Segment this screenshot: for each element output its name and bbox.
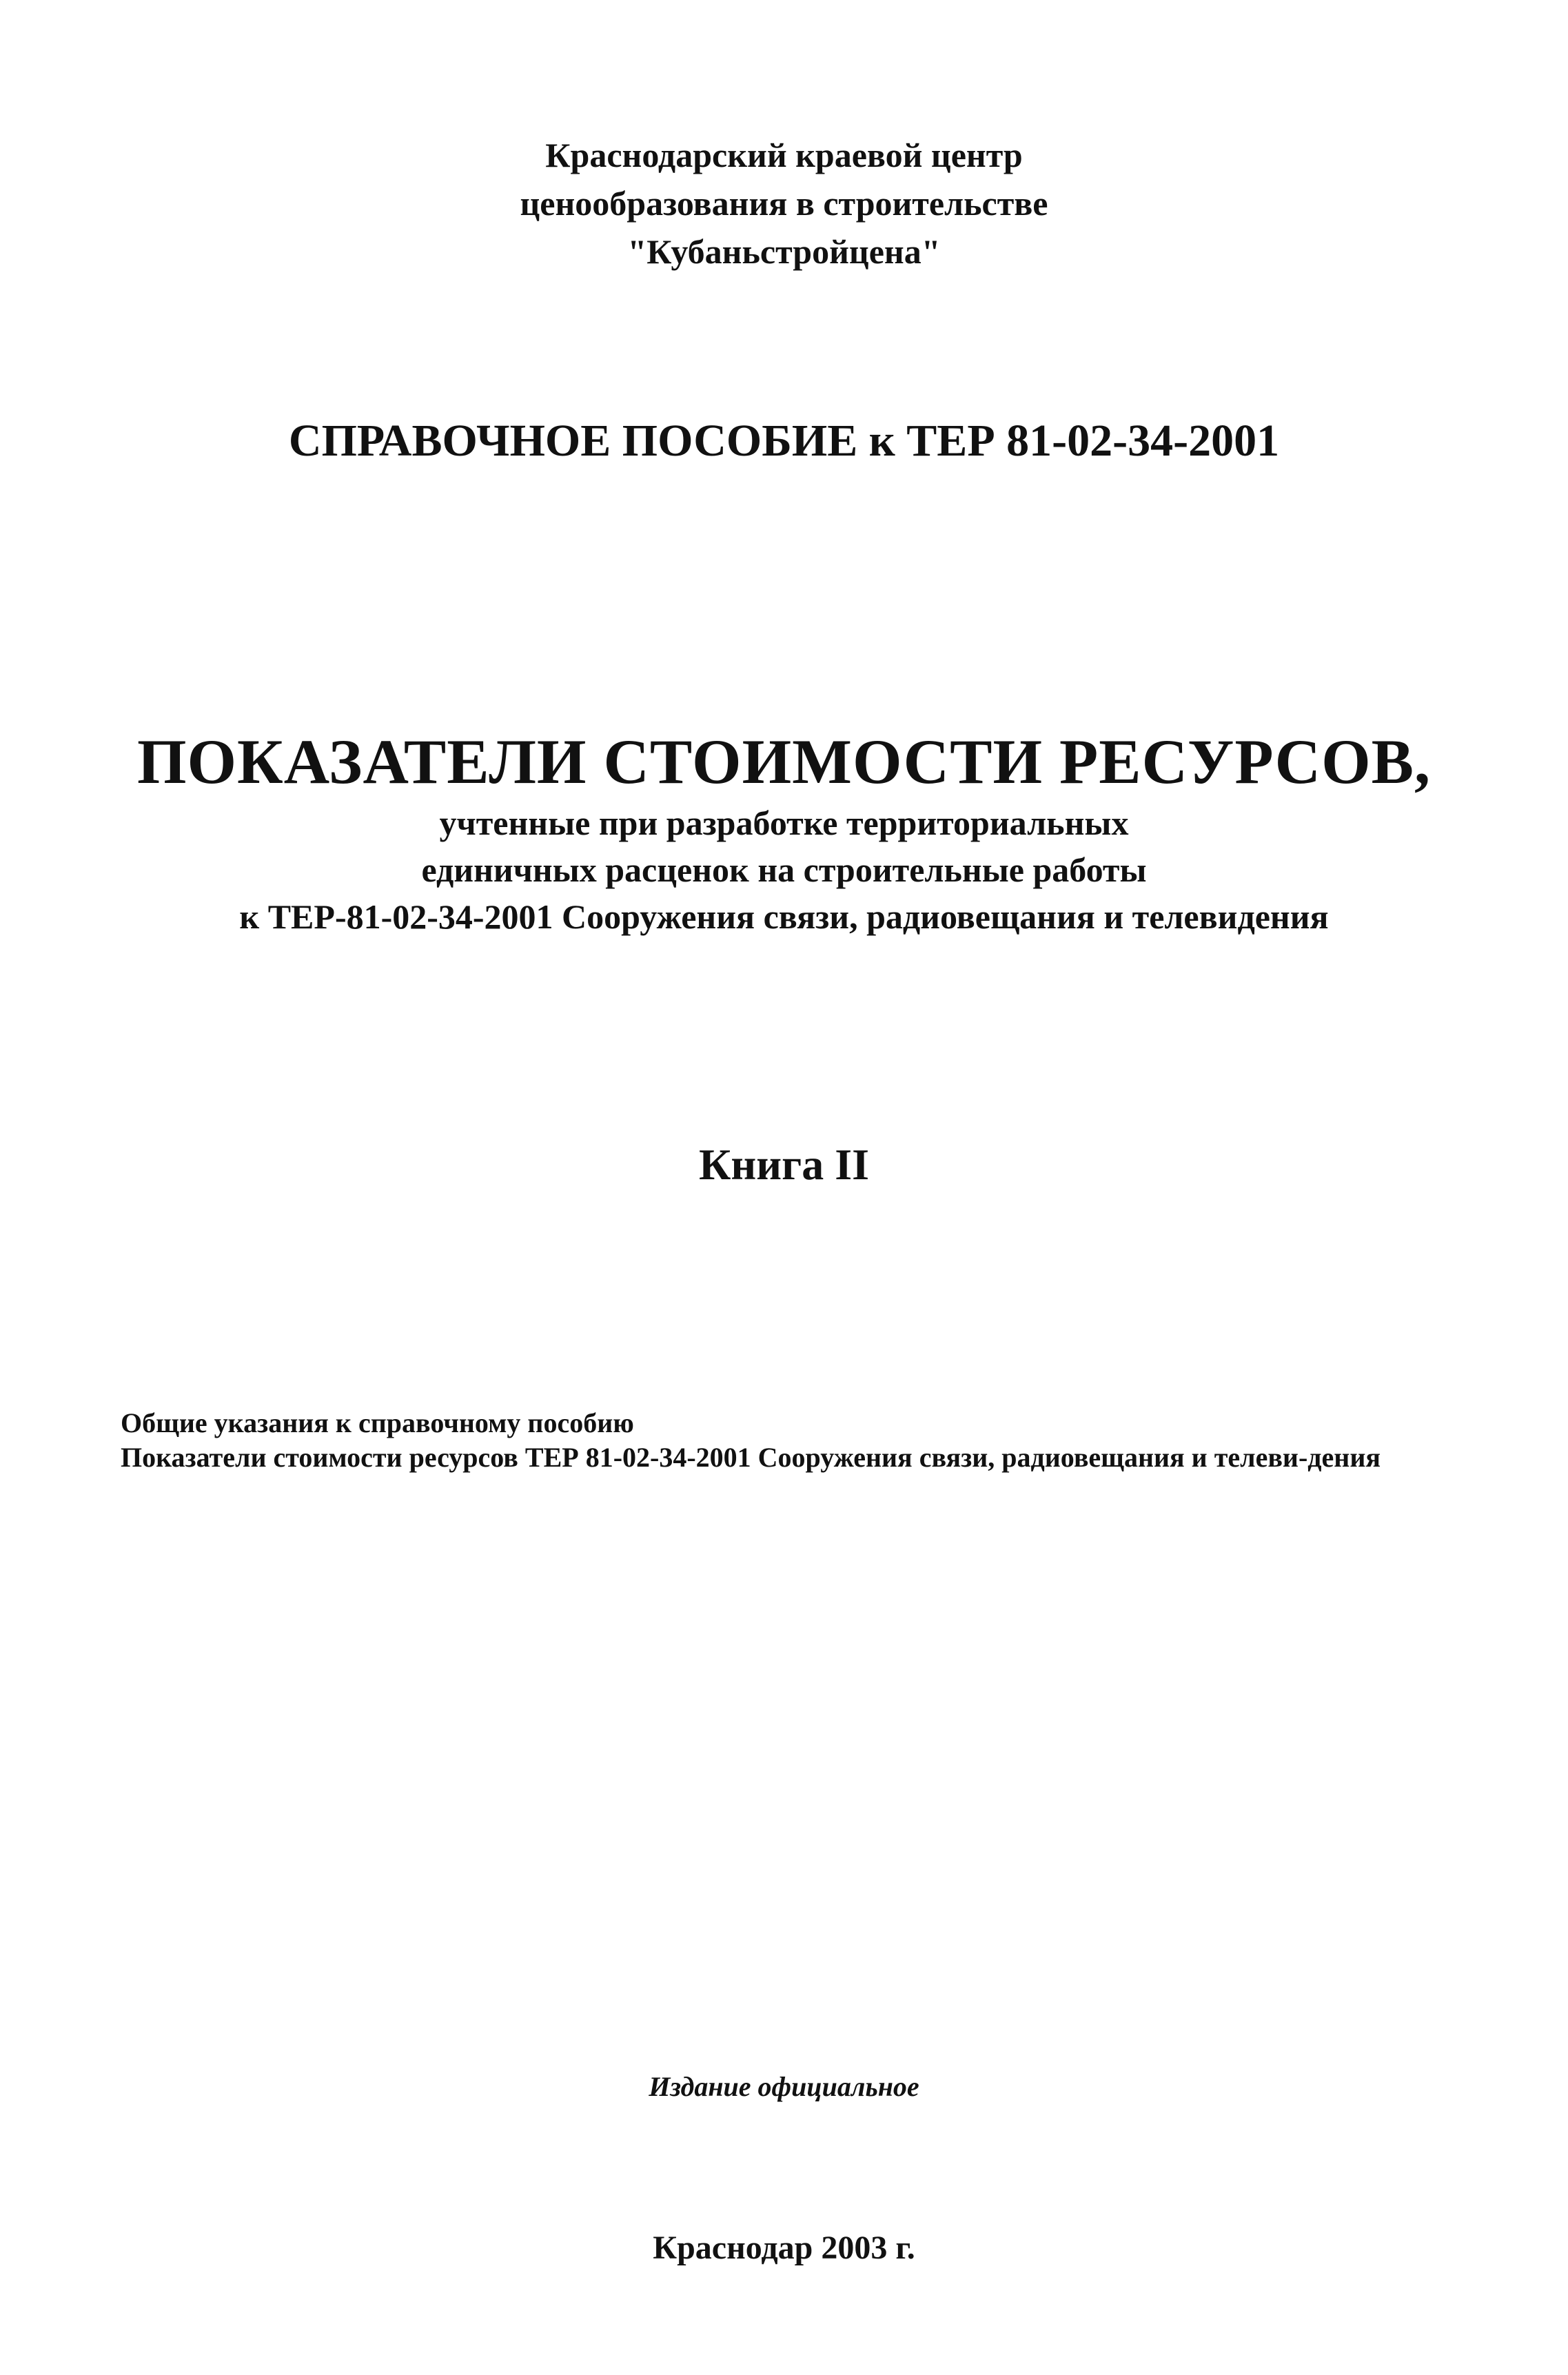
organization-line-2: ценообразования в строительстве — [520, 184, 1048, 223]
organization-line-3: "Кубаньстройцена" — [627, 232, 941, 271]
contents-item-resource-indicators: Показатели стоимости ресурсов ТЕР 81-02-34-2001 Сооружения связи, радиовещания и телеви-дения — [121, 1442, 1381, 1473]
main-title: ПОКАЗАТЕЛИ СТОИМОСТИ РЕСУРСОВ, — [136, 726, 1432, 797]
organization-line-1: Краснодарский краевой центр — [545, 136, 1023, 174]
reference-title: СПРАВОЧНОЕ ПОСОБИЕ к ТЕР 81-02-34-2001 — [288, 416, 1280, 466]
subtitle-line-2: единичных расценок на строительные работы — [421, 850, 1147, 889]
book-number: Книга II — [698, 1140, 870, 1189]
contents-item-general-instructions: Общие указания к справочному пособию — [121, 1407, 634, 1438]
organization-header — [0, 131, 1568, 276]
place-year: Краснодар 2003 г. — [653, 2230, 915, 2266]
contents-list — [90, 1406, 1461, 1475]
subtitle — [0, 799, 1568, 940]
subtitle-line-3: к ТЕР-81-02-34-2001 Сооружения связи, радиовещания и телевидения — [239, 897, 1329, 936]
subtitle-line-1: учтенные при разработке территориальных — [439, 804, 1129, 842]
edition-label: Издание официальное — [649, 2071, 919, 2102]
